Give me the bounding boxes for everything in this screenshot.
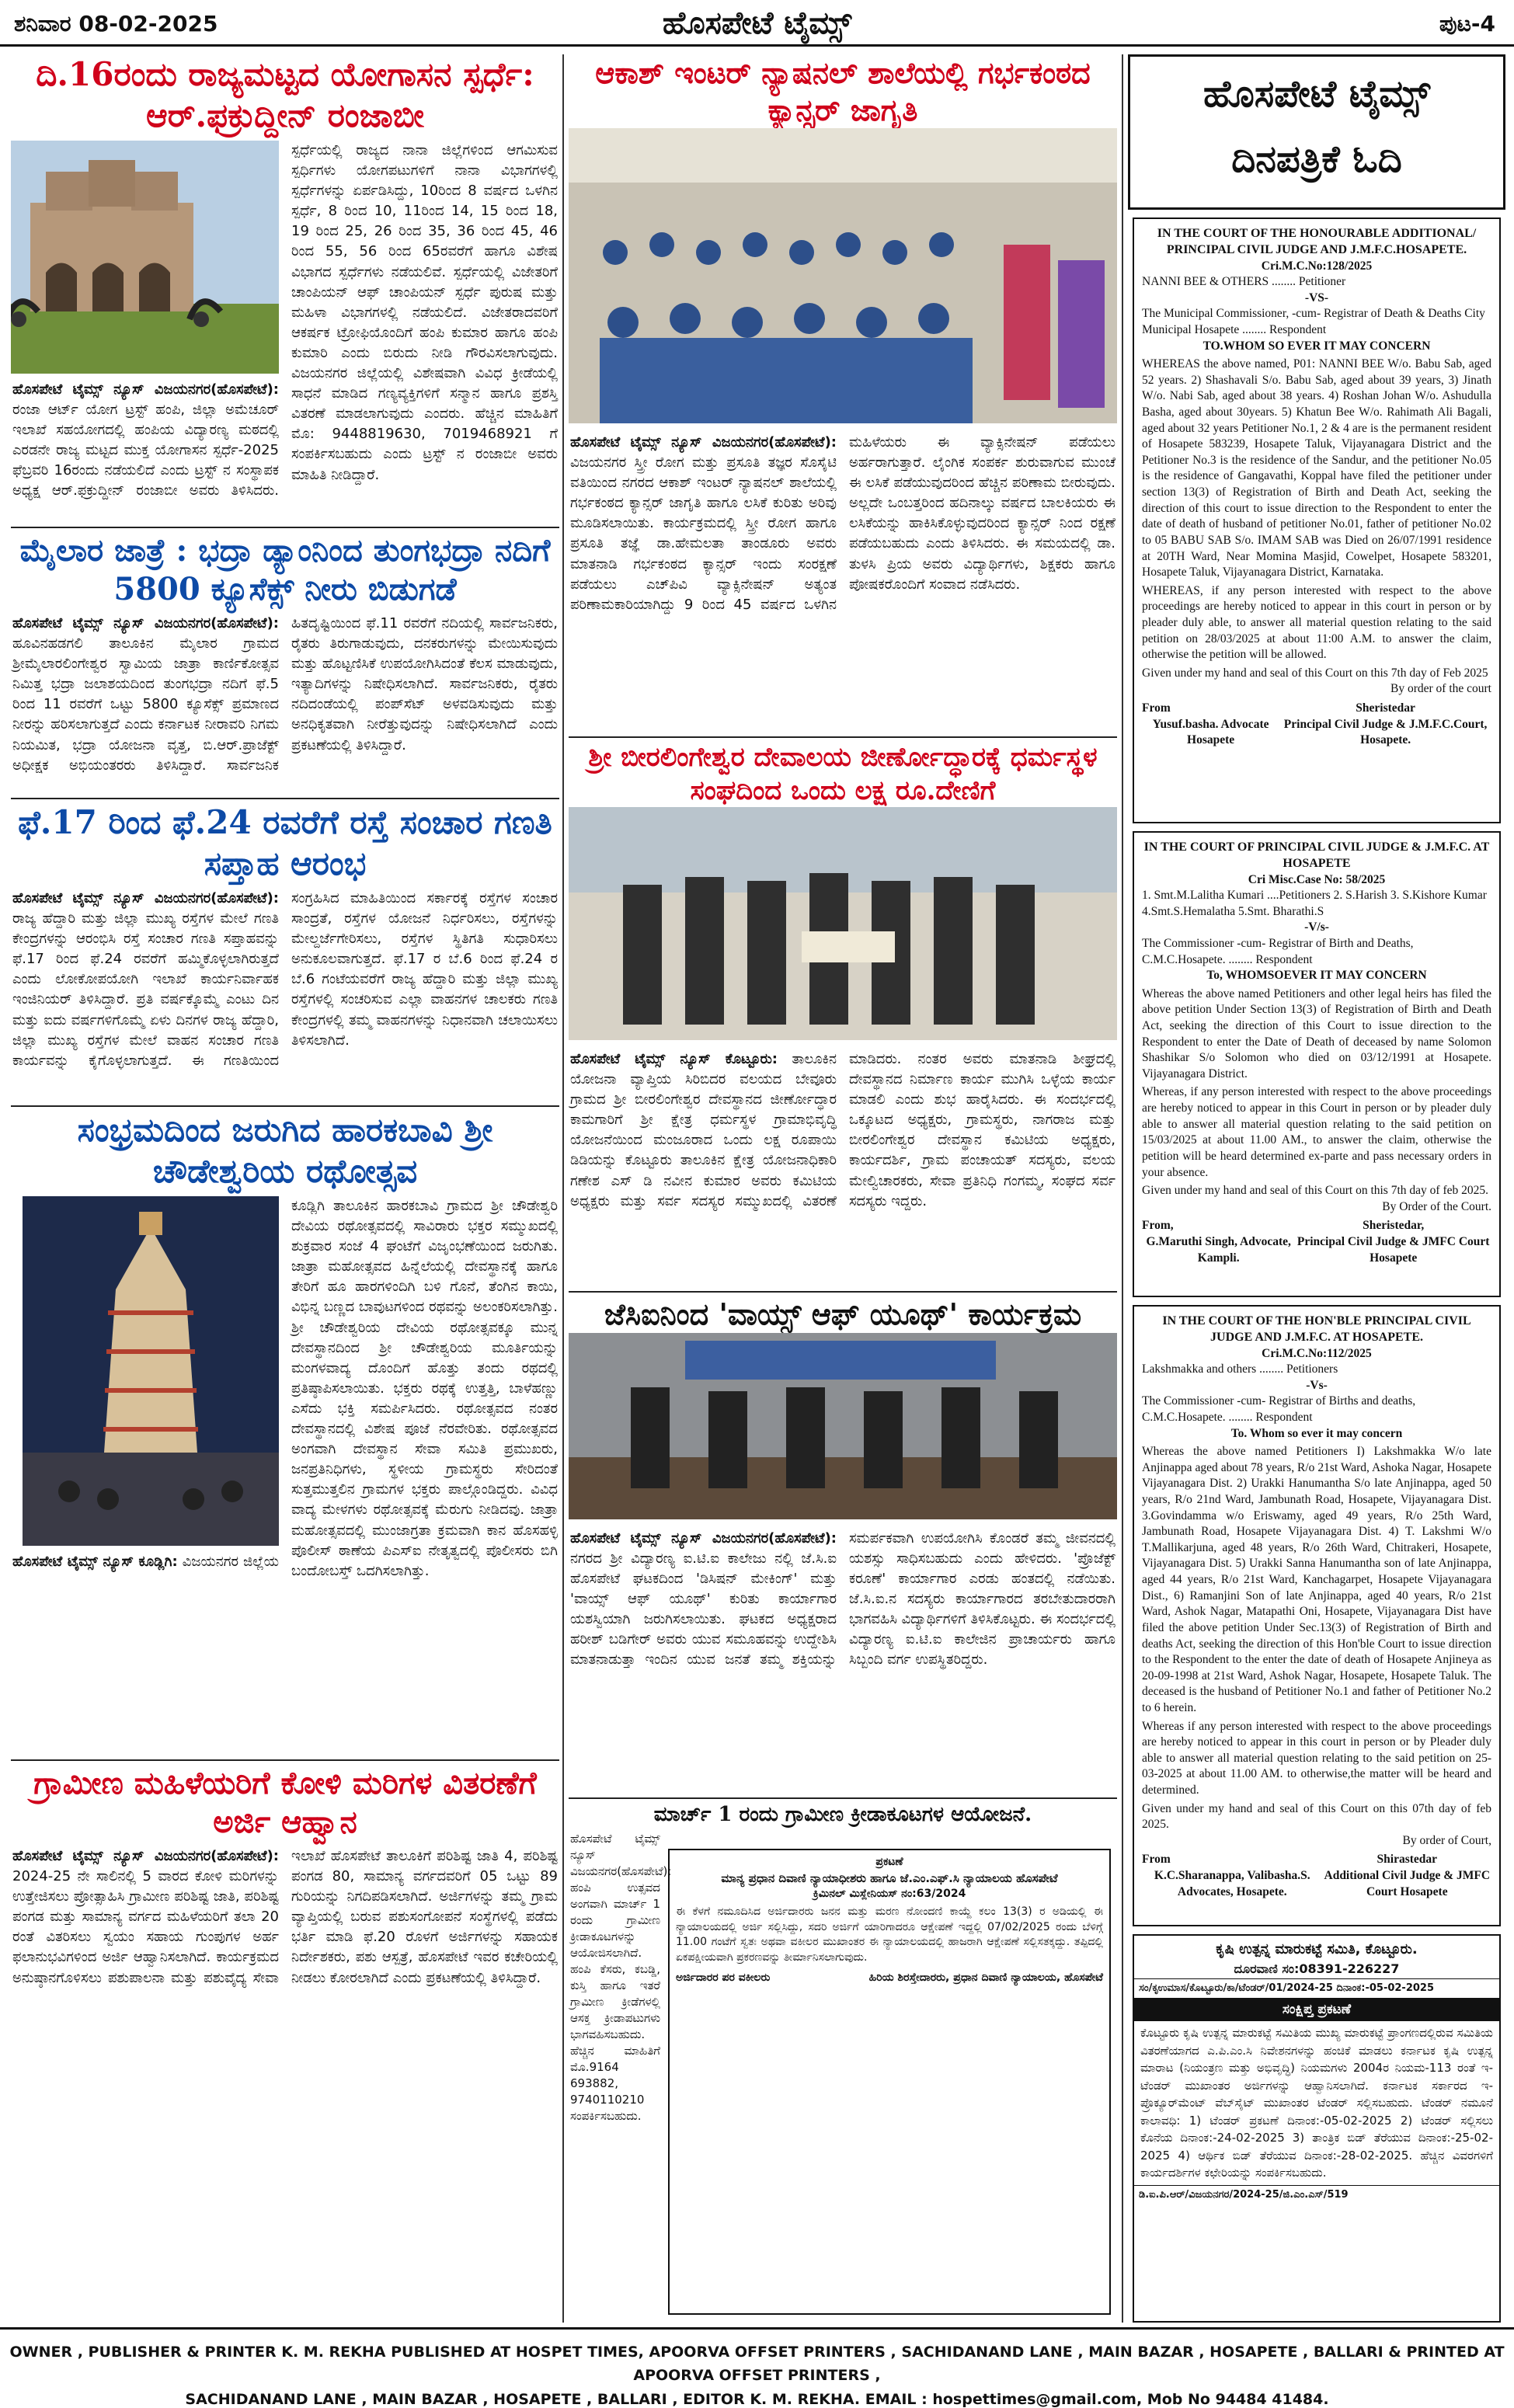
- notice-body: Whereas, if any person interested with respect to the above proceedings are hereby noticed to appear in this Court in person or by pleader duly able to answer all material question relating to the said petition on 15/03/2025 at about 11.00 AM., to answer the claim, otherwise the petition will be heard determined ex-parte and pass necessary orders in your absence.: [1142, 1085, 1491, 1179]
- notice-body: Whereas the above named Petitioners I) Lakshmakka W/o late Anjinappa aged about 78 years, R/o 21st Ward, Ashoka Nagar, Hosapete Vijayanagara Dist. 2) Urakki Hanumantha S/o late Anjinappa, aged 50 years, R/o 21nd Ward, Jambunath Road, Hosapete, Vijayanagara Dist. 3.Govindamma w/o Eriswamy, aged 49 years, R/o 25th Ward, Jambunath Road, Hosapete Vijayanagara Dist. 4) T. Lakshmi W/o T.Mallikarjuna, aged 48 years, R/o 26th Ward, Chitrakeri, Hosapete, Vijayanagara Dist. 5) Urakki Sanna Hanumantha son of late Anjinappa, aged 44 years, R/o 21st Ward, Kanchagarpet, Hosapete Vijayanagara Dist., 6) Ramanjini Son of late Anjinappa, aged 40 years, R/o 21st Ward, Ashok Nagar, Matapathi Oni, Hosapete, Vijayanagara Dist have filed the above petition Under Sec.13(3) of Registration of Birth and deaths Act, seeking the direction of this Hon'ble Court to issue direction to the Respondent to the enter the date of death of Hosapete Anjineya as 20-09-1998 at 21st Ward, Ashok Nagar, Hosapete, Hosapete Taluk. The deceased is the husband of Petitioner No.1 and father of Petitioner No.2 to 6 herein.: [1142, 1445, 1491, 1714]
- signature-right-title: Sheristedar,: [1363, 1219, 1425, 1233]
- notice-versus: -V/s-: [1304, 920, 1329, 934]
- article-body: [11, 609, 559, 781]
- article-text: ನಗರದ ಶ್ರೀ ವಿದ್ಯಾರಣ್ಯ ಐ.ಟಿ.ಐ ಕಾಲೇಜು ನಲ್ಲಿ ಜೆ.ಸಿ.ಐ ಹೊಸಪೇಟೆ ಘಟಕದಿಂದ 'ಡಿಸಿಷನ್ ಮೇಕಿಂಗ್' ಮತ್ತು 'ವಾಯ್ಸ್ ಆಫ್ ಯೂಥ್' ಕುರಿತು ಕಾರ್ಯಾಗಾರ ಯಶಸ್ವಿಯಾಗಿ ಜರುಗಿಸಲಾಯಿತು. ಘಟಕದ ಅಧ್ಯಕ್ಷರಾದ ಹರೀಶ್ ಬಡಿಗೇರ್ ಅವರು ಯುವ ಸಮೂಹವನ್ನು ಉದ್ದೇಶಿಸಿ ಮಾತನಾಡುತ್ತಾ ಇಂದಿನ ಯುವ ಜನತೆ ತಮ್ಮ ಶಕ್ತಿಯನ್ನು ಸಮರ್ಪಕವಾಗಿ ಉಪಯೋಗಿಸಿ ಕೊಂಡರೆ ತಮ್ಮ ಜೀವನದಲ್ಲಿ ಯಶಸ್ಸು ಸಾಧಿಸಬಹುದು ಎಂದು ಹೇಳಿದರು. 'ಪ್ರೊಜೆಕ್ಟ್ ಕರೂಣೆ' ಕಾರ್ಯಾಗಾರ ಎರಡು ಹಂತದಲ್ಲಿ ನಡೆಯಿತು. ಜೆ.ಸಿ.ಐ.ನ ಸದಸ್ಯರು ಕಾರ್ಯಾಗಾರದ ತರಬೇತುದಾರರಾಗಿ ಭಾಗವಹಿಸಿ ವಿದ್ಯಾರ್ಥಿಗಳಿಗೆ ತಿಳಿಸಿಕೊಟ್ಟರು. ಈ ಸಂದರ್ಭದಲ್ಲಿ ವಿದ್ಯಾರಣ್ಯ ಐ.ಟಿ.ಐ ಕಾಲೇಜಿನ ಪ್ರಾಚಾರ್ಯರು ಹಾಗೂ ಸಿಬ್ಬಂದಿ ವರ್ಗ ಉಪಸ್ಥಿತರಿದ್ದರು.: [570, 1529, 1115, 1669]
- story-mylara-jatre: [11, 531, 559, 799]
- notice-body: WHEREAS, if any person interested with respect to the above proceedings are hereby noticed to appear in this court in person or by pleader duly able, to answer all material question relating to the said petition on 28/03/2025 at about 11:00 A.M. to answer the claim, otherwise the petition will be allowed.: [1142, 583, 1491, 662]
- byline: ಹೊಸಪೇಟೆ ಟೈಮ್ಸ್ ನ್ಯೂಸ್ ವಿಜಯನಗರ(ಹೊಸಪೇಟೆ):: [570, 434, 837, 451]
- signature-left: ಅರ್ಜಿದಾರರ ಪರ ವಕೀಲರು: [676, 1971, 771, 1984]
- tender-reference: ಸಂ/ಕೃಉಮಾಸ/ಕೊಟ್ಟೂರು/ಕಾ/ಟೆಂಡರ್/01/2024-25 ದಿನಾಂಕ:-05-02-2025: [1134, 1978, 1499, 1999]
- notice-petitioners: 1. Smt.M.Lalitha Kumari ....Petitioners 2. S.Harish 3. S.Kishore Kumar 4.Smt.S.Hemalatha 5.Smt. Bharathi.S: [1142, 889, 1487, 918]
- headline: ಜೆಸಿಐನಿಂದ 'ವಾಯ್ಸ್ ಆಫ್ ಯೂಥ್' ಕಾರ್ಯಕ್ರಮ: [604, 1296, 1082, 1331]
- notice-versus: -Vs-: [1306, 1378, 1328, 1392]
- byline: ಹೊಸಪೇಟೆ ಟೈಮ್ಸ್ ನ್ಯೂಸ್ ವಿಜಯನಗರ(ಹೊಸಪೇಟೆ):: [12, 890, 279, 906]
- tender-footer: ಡಿ.ಐ.ಪಿ.ಆರ್/ವಿಜಯನಗರ/2024-25/ಜಿ.ಎಂ.ಎಸ್/519: [1134, 2185, 1499, 2204]
- column-right: [1128, 54, 1505, 2323]
- signature-right: Principal Civil Judge & JMFC Court Hosapete: [1296, 1234, 1490, 1265]
- column-middle: [569, 54, 1117, 2323]
- column-divider: [562, 54, 564, 2323]
- promo-box: [1128, 54, 1505, 210]
- tender-body: ಕೊಟ್ಟೂರು ಕೃಷಿ ಉತ್ಪನ್ನ ಮಾರುಕಟ್ಟೆ ಸಮಿತಿಯ ಮುಖ್ಯ ಮಾರುಕಟ್ಟೆ ಪ್ರಾಂಗಣದಲ್ಲಿರುವ ಸಮಿತಿಯ ವಿತರಣೆಯಾಗದ ಎ.ಪಿ.ಎಂ.ಸಿ ನಿವೇಶನಗಳನ್ನು ಹಂಚಿಕೆ ಮಾಡಲು ಕರ್ನಾಟಕ ಕೃಷಿ ಉತ್ಪನ್ನ ಮಾರಾಟ (ನಿಯಂತ್ರಣ ಮತ್ತು ಅಭಿವೃದ್ಧಿ) ನಿಯಮಗಳು 2004ರ ನಿಯಮ-113 ರಂತೆ ಇ-ಟೆಂಡರ್ ಮುಖಾಂತರ ಅರ್ಜಿಗಳನ್ನು ಆಹ್ವಾನಿಸಲಾಗಿದೆ. ಕರ್ನಾಟಕ ಸರ್ಕಾರದ ಇ-ಪ್ರೊಕ್ಯೂರ್‌ಮೆಂಟ್ ವೆಬ್‌ಸೈಟ್ ಮುಖಾಂತರ ಟೆಂಡರ್ ಸಲ್ಲಿಸಬಹುದು. ಟೆಂಡರ್ ನಮೂನೆ ಕಾಲಾವಧಿ: 1) ಟೆಂಡರ್ ಪ್ರಕಟಣೆ ದಿನಾಂಕ:-05-02-2025 2) ಟೆಂಡರ್ ಸಲ್ಲಿಸಲು ಕೊನೆಯ ದಿನಾಂಕ:-24-02-2025 3) ತಾಂತ್ರಿಕ ಬಿಡ್ ತೆರೆಯುವ ದಿನಾಂಕ:-25-02-2025 4) ಆರ್ಥಿಕ ಬಿಡ್ ತೆರೆಯುವ ದಿನಾಂಕ:-28-02-2025. ಹೆಚ್ಚಿನ ವಿವರಗಳಿಗೆ ಕಾರ್ಯದರ್ಶಿಗಳ ಕಛೇರಿಯನ್ನು ಸಂಪರ್ಕಿಸಬಹುದು.: [1140, 2026, 1493, 2180]
- article-body: [11, 884, 559, 1076]
- notice-signatures: [1142, 1852, 1491, 1900]
- byline: ಹೊಸಪೇಟೆ ಟೈಮ್ಸ್ ನ್ಯೂಸ್ ಕೊಟ್ಟೂರು:: [570, 1051, 778, 1067]
- signature-right: ಹಿರಿಯ ಶಿರಸ್ತೇದಾರರು, ಪ್ರಧಾನ ದಿವಾಣಿ ನ್ಯಾಯಾಲಯ, ಹೊಸಪೇಟೆ: [868, 1971, 1103, 1984]
- notice-from: From: [1142, 701, 1171, 715]
- article-text: ವಿಜಯನಗರ ಜಿಲ್ಲೆಯ ಕೂಡ್ಲಿಗಿ ತಾಲೂಕಿನ ಹಾರಕಬಾವಿ ಗ್ರಾಮದ ಶ್ರೀ ಚೌಡೇಶ್ವರಿ ದೇವಿಯ ರಥೋತ್ಸವದಲ್ಲಿ ಸಾವಿರಾರು ಭಕ್ತರ ಸಮ್ಮುಖದಲ್ಲಿ ಶುಕ್ರವಾರ ಸಂಜೆ 4 ಘಂಟೆಗೆ ವಿಜೃಂಭಣೆಯಿಂದ ಜರುಗಿತು. ಜಾತ್ರಾ ಮಹೋತ್ಸವದ ಹಿನ್ನೆಲೆಯಲ್ಲಿ ದೇವಸ್ಥಾನಕ್ಕೆ ಹಾಗೂ ತೇರಿಗೆ ಹೂ ಹಾರಗಳಿಂದಿಗಿ ಬಳಿ ಗೊನೆ, ತೆಂಗಿನ ಕಾಯಿ, ವಿಭಿನ್ನ ಬಣ್ಣದ ಬಾವುಟಗಳಿಂದ ರಥವನ್ನು ಅಲಂಕರಿಸಲಾಗಿತ್ತು. ಶ್ರೀ ಚೌಡೇಶ್ವರಿಯ ದೇವಿಯ ರಥೋತ್ಸವಕ್ಕೂ ಮುನ್ನ ದೇವಸ್ಥಾನದಿಂದ ಶ್ರೀ ಚೌಡೇಶ್ವರಿಯ ಮೂರ್ತಿಯನ್ನು ಮಂಗಳವಾದ್ಯ ದೊಂದಿಗೆ ಹೊತ್ತು ತಂದು ರಥದಲ್ಲಿ ಪ್ರತಿಷ್ಠಾಪಿಸಲಾಯಿತು. ಭಕ್ತರು ರಥಕ್ಕೆ ಉತ್ತತ್ತಿ, ಬಾಳೆಹಣ್ಣು ಎಸೆದು ಭಕ್ತಿ ಸಮರ್ಪಿಸಿದರು. ರಥೋತ್ಸವದ ನಂತರ ದೇವಸ್ಥಾನದಲ್ಲಿ ವಿಶೇಷ ಪೂಜೆ ನೆರವೇರಿತು. ರಥೋತ್ಸವದ ಅಂಗವಾಗಿ ದೇವಸ್ಥಾನ ಸೇವಾ ಸಮಿತಿ ಪ್ರಮುಖರು, ಜನಪ್ರತಿನಿಧಿಗಳು, ಸ್ಥಳೀಯ ಗ್ರಾಮಸ್ಥರು ಸೇರಿದಂತೆ ಸುತ್ತಮುತ್ತಲಿನ ಗ್ರಾಮಗಳ ಭಕ್ತರು ಪಾಲ್ಗೊಂಡಿದ್ದರು. ವಿವಿಧ ವಾದ್ಯ ಮೇಳಗಳು ರಥೋತ್ಸವಕ್ಕೆ ಮೆರುಗು ನೀಡಿದವು. ಜಾತ್ರಾ ಮಹೋತ್ಸವದಲ್ಲಿ ಮುಂಜಾಗ್ರತಾ ಕ್ರಮವಾಗಿ ಕಾನ ಹೊಸಹಳ್ಳಿ ಪೊಲೀಸ್ ಠಾಣೆಯ ಪಿಎಸ್ಐ ನೇತೃತ್ವದಲ್ಲಿ ಪೊಲೀಸರು ಬಿಗಿ ಬಂದೋಬಸ್ತ್ ಒದಗಿಸಲಾಗಿತ್ತು.: [182, 1198, 558, 1579]
- signature-right: Additional Civil Judge & JMFC Court Hosapete: [1324, 1869, 1491, 1898]
- article-body: [11, 1842, 559, 1993]
- photo-yoga-monument: [11, 141, 279, 374]
- photo-jci-stage: [569, 1333, 1117, 1519]
- masthead: ಹೊಸಪೇಟೆ ಟೈಮ್ಸ್: [662, 5, 852, 41]
- article-body: ಹೊಸಪೇಟೆ ಟೈಮ್ಸ್ ನ್ಯೂಸ್ ವಿಜಯನಗರ(ಹೊಸಪೇಟೆ): ಹಂಪಿ ಉತ್ಸವದ ಅಂಗವಾಗಿ ಮಾರ್ಚ್ 1 ರಂದು ಗ್ರಾಮೀಣ ಕ್ರೀಡಾಕೂಟಗಳನ್ನು ಆಯೋಜಿಸಲಾಗಿದೆ. ಹಂಪಿ ಕೆಸರು, ಕಬಡ್ಡಿ, ಕುಸ್ತಿ ಹಾಗೂ ಇತರೆ ಗ್ರಾಮೀಣ ಕ್ರೀಡೆಗಳಲ್ಲಿ ಆಸಕ್ತ ಕ್ರೀಡಾಪಟುಗಳು ಭಾಗವಹಿಸಬಹುದು. ಹೆಚ್ಚಿನ ಮಾಹಿತಿಗೆ ಮೊ.9164 693882, 9740110210 ಸಂಪರ್ಕಿಸಬಹುದು.: [570, 1831, 672, 2123]
- article-text: ರಂಜಾ ಆರ್ಟ್ ಯೋಗ ಟ್ರಸ್ಟ್ ಹಂಪಿ, ಜಿಲ್ಲಾ ಅಮೆಚೂರ್ ಇಲಾಖೆ ಸಹಯೋಗದಲ್ಲಿ ಹಂಪಿಯ ವಿದ್ಯಾರಣ್ಯ ಮಠದಲ್ಲಿ ಎರಡನೇ ರಾಜ್ಯ ಮಟ್ಟದ ಮುಕ್ತ ಯೋಗಾಸನ ಸ್ಪರ್ಧೆ-2025 ಫೆಬ್ರವರಿ 16ರಂದು ನಡೆಯಲಿದೆ ಎಂದು ಟ್ರಸ್ಟ್ ನ ಸಂಸ್ಥಾಪಕ ಅಧ್ಯಕ್ಷ ಆರ್.ಫಕ್ರುದ್ದೀನ್ ರಂಜಾಬೀ ಅವರು ತಿಳಿಸಿದರು. ಸ್ಪರ್ಧೆಯಲ್ಲಿ ರಾಜ್ಯದ ನಾನಾ ಜಿಲ್ಲೆಗಳಿಂದ ಆಗಮಿಸುವ ಸ್ಪರ್ಧಿಗಳು ಯೋಗಪಟುಗಳಿಗೆ ನಾನಾ ವಿಭಾಗಗಳಲ್ಲಿ ಸ್ಪರ್ಧೆಗಳನ್ನು ಏರ್ಪಡಿಸಿದ್ದು, 10ರಿಂದ 8 ವರ್ಷದ ಒಳಗಿನ ಸ್ಪರ್ಧೆ, 8 ರಿಂದ 10, 11ರಿಂದ 14, 15 ರಿಂದ 18, 19 ರಿಂದ 25, 26 ರಿಂದ 35, 36 ರಿಂದ 45, 46 ರಿಂದ 55, 56 ರಿಂದ 65ರವರೆಗೆ ಹಾಗೂ ವಿಶೇಷ ವಿಭಾಗದ ಸ್ಪರ್ಧೆಗಳು ನಡೆಯಲಿವೆ. ಸ್ಪರ್ಧೆಯಲ್ಲಿ ವಿಜೇತರಿಗೆ ಚಾಂಪಿಯನ್ ಆಫ್ ಚಾಂಪಿಯನ್ ಸ್ಪರ್ಧೆ ಪುರುಷ ಮತ್ತು ಮಹಿಳಾ ವಿಭಾಗಗಳಲ್ಲಿ ನಡೆಯಲಿದೆ. ವಿಜೇತರಾದವರಿಗೆ ಆಕರ್ಷಕ ಟ್ರೋಫಿಯೊಂದಿಗೆ ಹಂಪಿ ಕುಮಾರ ಹಾಗೂ ಹಂಪಿ ಕುಮಾರಿ ಎಂದು ಬಿರುದು ನೀಡಿ ಗೌರವಿಸಲಾಗುವುದು. ವಿಜಯನಗರ ಜಿಲ್ಲೆಯಲ್ಲಿ ವಿಶೇಷವಾಗಿ ವಿವಿಧ ಕ್ರೀಡೆಯಲ್ಲಿ ಸಾಧನೆ ಮಾಡಿದ ಗಣ್ಯವ್ಯಕ್ತಿಗಳಿಗೆ ಸನ್ಮಾನ ಹಾಗೂ ಪ್ರಶಸ್ತಿ ವಿತರಣೆ ಮಾಡಲಾಗುವುದು ಎಂದರು. ಹೆಚ್ಚಿನ ಮಾಹಿತಿಗೆ ಮೊ: 9448819630, 7019468921 ಗೆ ಸಂಪರ್ಕಿಸಬಹುದು ಎಂದು ಟ್ರಸ್ಟ್ ನ ರಂಜಾಬೀ ಅವರು ಮಾಹಿತಿ ನೀಡಿದ್ದಾರೆ.: [12, 142, 558, 499]
- promo-line-2: ದಿನಪತ್ರಿಕೆ ಓದಿ: [1231, 137, 1402, 181]
- notice-given: Given under my hand and seal of this Court on this 7th day of feb 2025.: [1142, 1184, 1488, 1198]
- issue-date: ಶನಿವಾರ 08-02-2025: [14, 11, 218, 37]
- notice-signatures: [1142, 1218, 1491, 1266]
- signature-right-title: Sheristedar: [1356, 701, 1415, 715]
- notice-title: ಪ್ರಕಟಣೆ: [875, 1856, 903, 1868]
- notice-order: By Order of the Court.: [1382, 1199, 1491, 1213]
- notice-concern: To. Whom so ever it may concern: [1230, 1426, 1403, 1440]
- story-poultry-scheme: [11, 1764, 559, 2323]
- byline: ಹೊಸಪೇಟೆ ಟೈಮ್ಸ್ ನ್ಯೂಸ್ ವಿಜಯನಗರ(ಹೊಸಪೇಟೆ):: [12, 381, 279, 398]
- story-temple-donation: [569, 741, 1117, 1293]
- article-text: ವಿಜಯನಗರ ಸ್ತ್ರೀ ರೋಗ ಮತ್ತು ಪ್ರಸೂತಿ ತಜ್ಞರ ಸೊಸೈಟಿ ವತಿಯಿಂದ ನಗರದ ಆಕಾಶ್ ಇಂಟರ್ ನ್ಯಾಷನಲ್ ಶಾಲೆಯಲ್ಲಿ ಗರ್ಭಕಂಠದ ಕ್ಯಾನ್ಸರ್ ಜಾಗೃತಿ ಹಾಗೂ ಲಸಿಕೆ ಕುರಿತು ಅರಿವು ಮೂಡಿಸಲಾಯಿತು. ಕಾರ್ಯಕ್ರಮದಲ್ಲಿ ಸ್ತ್ರೀ ರೋಗ ಹಾಗೂ ಪ್ರಸೂತಿ ತಜ್ಞೆ ಡಾ.ಹೇಮಲತಾ ತಾಂಡೂರು ಅವರು ಮಾತನಾಡಿ ಗರ್ಭಕಂಠದ ಕ್ಯಾನ್ಸರ್ ಇಂದು ಸಂರಕ್ಷಣೆ ಪಡೆಯಲು ಎಚ್‌ಪಿವಿ ವ್ಯಾಕ್ಸಿನೇಷನ್ ಅತ್ಯಂತ ಪರಿಣಾಮಕಾರಿಯಾಗಿದ್ದು 9 ರಿಂದ 45 ವರ್ಷದ ಒಳಗಿನ ಮಹಿಳೆಯರು ಈ ವ್ಯಾಕ್ಸಿನೇಷನ್ ಪಡೆಯಲು ಅರ್ಹರಾಗುತ್ತಾರೆ. ಲೈಂಗಿಕ ಸಂಪರ್ಕ ಶುರುವಾಗುವ ಮುಂಚೆ ಈ ಲಸಿಕೆ ಪಡೆಯುವುದರಿಂದ ಹೆಚ್ಚಿನ ಪರಿಣಾಮ ಬೀರುವುದು. ಅಲ್ಲದೇ ಒಂಬತ್ತರಿಂದ ಹದಿನಾಲ್ಕು ವರ್ಷದ ಬಾಲಕಿಯರು ಈ ಲಸಿಕೆಯನ್ನು ಹಾಕಿಸಿಕೊಳ್ಳುವುದರಿಂದ ಕ್ಯಾನ್ಸರ್ ನಿಂದ ರಕ್ಷಣೆ ಪಡೆಯಬಹುದು ಎಂದು ತಿಳಿಸಿದರು. ಈ ಸಮಯದಲ್ಲಿ ಡಾ. ತುಳಸಿ ಪ್ರಿಯ ಅವರು ವಿದ್ಯಾರ್ಥಿಗಳು, ಶಿಕ್ಷಕರು ಹಾಗೂ ಪೋಷಕರೊಂದಿಗೆ ಸಂವಾದ ನಡೆಸಿದರು.: [570, 434, 1115, 613]
- headline: ಆಕಾಶ್ ಇಂಟರ್ ನ್ಯಾಷನಲ್ ಶಾಲೆಯಲ್ಲಿ ಗರ್ಭಕಂಠದ ಕ್ಯಾನ್ಸರ್ ಜಾಗೃತಿ: [595, 55, 1091, 127]
- article-text: ತಾಲೂಕಿನ ಯೋಜನಾ ವ್ಯಾಪ್ತಿಯ ಸಿರಿಬಿದರ ವಲಯದ ಬೇವೂರು ಗ್ರಾಮದ ಶ್ರೀ ಬೀರಲಿಂಗೇಶ್ವರ ದೇವಸ್ಥಾನದ ಜೀರ್ಣೋದ್ಧಾರ ಕಾಮಗಾರಿಗೆ ಶ್ರೀ ಕ್ಷೇತ್ರ ಧರ್ಮಸ್ಥಳ ಗ್ರಾಮಾಭಿವೃದ್ಧಿ ಯೋಜನೆಯಿಂದ ಮಂಜೂರಾದ ಒಂದು ಲಕ್ಷ ರೂಪಾಯಿ ಡಿಡಿಯನ್ನು ಕೊಟ್ಟೂರು ತಾಲೂಕಿನ ಕ್ಷೇತ್ರ ಯೋಜನಾಧಿಕಾರಿ ಗಣೇಶ ಎಸ್ ಡಿ ನವೀನ ಕುಮಾರ ಅವರು ಕಮಿಟಿಯ ಅಧ್ಯಕ್ಷರು ಮತ್ತು ಸರ್ವ ಸದಸ್ಯರ ಸಮ್ಮುಖದಲ್ಲಿ ವಿತರಣೆ ಮಾಡಿದರು. ನಂತರ ಅವರು ಮಾತನಾಡಿ ಶೀಘ್ರದಲ್ಲಿ ದೇವಸ್ಥಾನದ ನಿರ್ಮಾಣ ಕಾರ್ಯ ಮುಗಿಸಿ ಒಳ್ಳೆಯ ಕಾರ್ಯ ಮಾಡಲಿ ಎಂದು ಶುಭ ಹಾರೈಸಿದರು. ಈ ಸಂದರ್ಭದಲ್ಲಿ ಒಕ್ಕೂಟದ ಅಧ್ಯಕ್ಷರು, ಗ್ರಾಮಸ್ಥರು, ನಾಗರಾಜ ಮತ್ತು ಬೀರಲಿಂಗೇಶ್ವರ ದೇವಸ್ಥಾನ ಕಮಿಟಿಯ ಅಧ್ಯಕ್ಷರು, ಕಾರ್ಯದರ್ಶಿ, ಗ್ರಾಮ ಪಂಚಾಯತ್ ಸದಸ್ಯರು, ವಲಯ ಮೇಲ್ವಿಚಾರಕರು, ಸೇವಾ ಪ್ರತಿನಿಧಿ ಗಂಗಮ್ಮ, ಸಂಘದ ಸರ್ವ ಸದಸ್ಯರು ಇದ್ದರು.: [570, 1051, 1115, 1209]
- notice-case-number: Cri Misc.Case No: 58/2025: [1248, 872, 1386, 886]
- article-text: ಹೂವಿನಹಡಗಲಿ ತಾಲೂಕಿನ ಮೈಲಾರ ಗ್ರಾಮದ ಶ್ರೀಮೈಲಾರಲಿಂಗೇಶ್ವರ ಸ್ವಾಮಿಯ ಜಾತ್ರಾ ಕಾರ್ಣಿಕೋತ್ಸವ ನಿಮಿತ್ತ ಭದ್ರಾ ಜಲಾಶಯದಿಂದ ತುಂಗಭದ್ರಾ ನದಿಗೆ ಫೆ.5 ರಿಂದ 11 ರವರೆಗೆ ಒಟ್ಟು 5800 ಕ್ಯೂಸೆಕ್ಸ್ ಪ್ರಮಾಣದ ನೀರನ್ನು ಹರಿಸಲಾಗುತ್ತದೆ ಎಂದು ಕರ್ನಾಟಕ ನೀರಾವರಿ ನಿಗಮ ನಿಯಮಿತ, ಭದ್ರಾ ಯೋಜನಾ ವೃತ್ತ, ಬಿ.ಆರ್.ಪ್ರಾಜೆಕ್ಟ್ ಅಧೀಕ್ಷಕ ಅಭಿಯಂತರರು ತಿಳಿಸಿದ್ದಾರೆ. ಸಾರ್ವಜನಿಕ ಹಿತದೃಷ್ಟಿಯಿಂದ ಫೆ.11 ರವರೆಗೆ ನದಿಯಲ್ಲಿ ಸಾರ್ವಜನಿಕರು, ರೈತರು ತಿರುಗಾಡುವುದು, ದನಕರುಗಳನ್ನು ಮೇಯಿಸುವುದು ಮತ್ತು ಹೊಟ್ಟಣಿಸಿಕೆ ಉಪಯೋಗಿಸಿದಂತೆ ಕೆಲಸ ಮಾಡುವುದು, ಇತ್ಯಾದಿಗಳನ್ನು ನಿಷೇಧಿಸಲಾಗಿದೆ. ಸಾರ್ವಜನಿಕರು, ರೈತರು ನದಿದಂಡೆಯಲ್ಲಿ ಪಂಪ್‌ಸೆಟ್ ಅಳವಡಿಸುವುದು ಮತ್ತು ಅನಧಿಕೃತವಾಗಿ ನೀರೆತ್ತುವುದನ್ನು ನಿಷೇಧಿಸಲಾಗಿದೆ ಎಂದು ಪ್ರಕಟಣೆಯಲ್ಲಿ ತಿಳಿಸಿದ್ದಾರೆ.: [12, 615, 558, 774]
- article-body: [11, 136, 559, 506]
- story-yoga: [11, 54, 559, 528]
- imprint-footer: [0, 2327, 1514, 2408]
- byline: ಹೊಸಪೇಟೆ ಟೈಮ್ಸ್ ನ್ಯೂಸ್ ವಿಜಯನಗರ(ಹೊಸಪೇಟೆ):: [570, 1529, 837, 1547]
- headline: ಶ್ರೀ ಬೀರಲಿಂಗೇಶ್ವರ ದೇವಾಲಯ ಜೀರ್ಣೋದ್ಧಾರಕ್ಕೆ ಧರ್ಮಸ್ಥಳ ಸಂಘದಿಂದ ಒಂದು ಲಕ್ಷ ರೂ.ದೇಣಿಗೆ: [588, 742, 1098, 806]
- promo-line-1: ಹೊಸಪೇಟೆ ಟೈಮ್ಸ್: [1202, 72, 1431, 116]
- article-body: [569, 428, 1117, 620]
- notice-respondent: The Municipal Commissioner, -cum- Registrar of Death & Deaths City Municipal Hosapete ........ Respondent: [1142, 307, 1485, 336]
- article-text: 2024-25 ನೇ ಸಾಲಿನಲ್ಲಿ 5 ವಾರದ ಕೋಳಿ ಮರಿಗಳನ್ನು ಉತ್ತೇಜಿಸಲು ಪ್ರೋತ್ಸಾಹಿಸಿ ಗ್ರಾಮೀಣ ಪರಿಶಿಷ್ಟ ಜಾತಿ, ಪರಿಶಿಷ್ಟ ಪಂಗಡ ಮತ್ತು ಸಾಮಾನ್ಯ ವರ್ಗದ ಮಹಿಳೆಯರಿಗೆ ತಲಾ 20 ರಂತೆ ವಿತರಿಸಲು ಸ್ವಯಂ ಸಹಾಯ ಗುಂಪುಗಳ ಅರ್ಹ ಫಲಾನುಭವಿಗಳಿಂದ ಅರ್ಜಿ ಆಹ್ವಾನಿಸಲಾಗಿದೆ. ಕಾರ್ಯಕ್ರಮದ ಅನುಷ್ಠಾನಗೊಳಿಸಲು ಪಶುಪಾಲನಾ ಮತ್ತು ಪಶುವೈದ್ಯ ಸೇವಾ ಇಲಾಖೆ ಹೊಸಪೇಟೆ ತಾಲೂಕಿಗೆ ಪರಿಶಿಷ್ಟ ಜಾತಿ 4, ಪರಿಶಿಷ್ಟ ಪಂಗಡ 80, ಸಾಮಾನ್ಯ ವರ್ಗದವರಿಗೆ 05 ಒಟ್ಟು 89 ಗುರಿಯನ್ನು ನಿಗದಿಪಡಿಸಲಾಗಿದೆ. ಅರ್ಜಿಗಳನ್ನು ತಮ್ಮ ಗ್ರಾಮ ವ್ಯಾಪ್ತಿಯಲ್ಲಿ ಬರುವ ಪಶುಸಂಗೋಪನೆ ಸಂಸ್ಥೆಗಳಲ್ಲಿ ಪಡೆದು ಭರ್ತಿ ಮಾಡಿ ಫೆ.20 ರೊಳಗೆ ಅರ್ಜಿಗಳನ್ನು ಸಹಾಯಕ ನಿರ್ದೇಶಕರು, ಪಶು ಆಸ್ಪತ್ರೆ, ಹೊಸಪೇಟೆ ಇವರ ಕಚೇರಿಯಲ್ಲಿ ನೀಡಲು ಕೋರಲಾಗಿದೆ ಎಂದು ಪ್ರಕಟಣೆಯಲ್ಲಿ ತಿಳಿಸಿದ್ದಾರೆ.: [12, 1848, 558, 1986]
- notice-petitioner: NANNI BEE & OTHERS ........ Petitioner: [1142, 275, 1346, 289]
- article-body: [569, 1045, 1117, 1216]
- notice-respondent: The Commissioner -cum- Registrar of Birth and Deaths, C.M.C.Hosapete. ........ Respondent: [1142, 936, 1414, 966]
- column-divider: [1122, 54, 1123, 2323]
- notice-case-number: Cri.M.C.No:128/2025: [1261, 259, 1373, 273]
- story-traffic-census: [11, 802, 559, 1107]
- signature-left: G.Maruthi Singh, Advocate, Kampli.: [1146, 1234, 1291, 1265]
- photo-chariot: [23, 1196, 279, 1546]
- notice-court: IN THE COURT OF THE HONOURABLE ADDITIONAL/ PRINCIPAL CIVIL JUDGE AND J.M.F.C.HOSAPETE.: [1157, 227, 1477, 257]
- page-number: ಪುಟ-4: [1439, 11, 1495, 37]
- notice-given: Given under my hand and seal of this Court on this 07th day of feb 2025.: [1142, 1801, 1491, 1832]
- byline: ಹೊಸಪೇಟೆ ಟೈಮ್ಸ್ ನ್ಯೂಸ್ ವಿಜಯನಗರ(ಹೊಸಪೇಟೆ):: [12, 615, 279, 632]
- story-rural-sports: [569, 1802, 1117, 2323]
- notice-concern: TO.WHOM SO EVER IT MAY CONCERN: [1202, 339, 1431, 353]
- notice-body: WHEREAS the above named, P01: NANNI BEE W/o. Babu Sab, aged 52 years. 2) Shashavali S/o. Babu Sab, aged about 39 years, 3) Jinath W/o. Nabi Sab, aged about 38 years. 4) Roshan Johan W/o. Ashudulla Basha, aged about 30years. 5) Khatun Bee W/o. Rahimath Ali Bagali, aged about 32 years Petitioner No.1, 2 & 4 are is the permanent resident of Hosapete 583239, Hosapete Taluk, Vijayanagara District and the Petitioner No.3 is the residence of the Sandur, and the petitioner No.05 is the residence of Gangavathi, Koppal have filed the petitioner under section 13(3) of Registration of Birth and Death Act, seeking the direction of this court to issue direction to the Respondent to enter the date of death of husband of petitioner No.01, father of petitioner No.02 to 05 BABU SAB S/o. IMAM SAB was Died on 26/07/1991 residence at 20TH Ward, Near Momina Masjid, Cowelpet, Hosapete 583201, Hosapete Taluk, Vijayanagara District, Karnataka.: [1142, 357, 1491, 579]
- notice-order: By order of Court,: [1402, 1833, 1491, 1847]
- notice-signatures: [676, 1971, 1103, 1986]
- notice-signatures: [1142, 701, 1491, 749]
- headline: ಮೈಲಾರ ಜಾತ್ರೆ : ಭದ್ರಾ ಡ್ಯಾಂನಿಂದ ತುಂಗಭದ್ರಾ ನದಿಗೆ 5800 ಕ್ಯೂಸೆಕ್ಸ್ ನೀರು ಬಿಡುಗಡೆ: [19, 532, 551, 607]
- byline: ಹೊಸಪೇಟೆ ಟೈಮ್ಸ್ ನ್ಯೂಸ್ ಕೂಡ್ಲಿಗಿ:: [12, 1554, 178, 1570]
- notice-given: Given under my hand and seal of this Court on this 7th day of Feb 2025: [1142, 666, 1488, 680]
- column-left: [11, 54, 559, 2323]
- article-body: [569, 1524, 1117, 1676]
- article-text: ರಾಜ್ಯ ಹೆದ್ದಾರಿ ಮತ್ತು ಜಿಲ್ಲಾ ಮುಖ್ಯ ರಸ್ತೆಗಳ ಮೇಲೆ ಗಣತಿ ಕೇಂದ್ರಗಳನ್ನು ಆರಂಭಿಸಿ ರಸ್ತೆ ಸಂಚಾರ ಗಣತಿ ಸಪ್ತಾಹವನ್ನು ಫೆ.17 ರಿಂದ ಫೆ.24 ರವರೆಗೆ ಹಮ್ಮಿಕೊಳ್ಳಲಾಗಿರುತ್ತದೆ ಎಂದು ಲೋಕೋಪಯೋಗಿ ಇಲಾಖೆ ಕಾರ್ಯನಿರ್ವಾಹಕ ಇಂಜಿನಿಯರ್ ತಿಳಿಸಿದ್ದಾರೆ. ಪ್ರತಿ ವರ್ಷಕ್ಕೊಮ್ಮೆ ಎಂಟು ದಿನ ಮತ್ತು ಐದು ವರ್ಷಗಳಿಗೊಮ್ಮೆ ಏಳು ದಿನಗಳ ರಾಜ್ಯ ಹೆದ್ದಾರಿ, ಜಿಲ್ಲಾ ಮುಖ್ಯ ರಸ್ತೆಗಳ ಮೇಲೆ ವಾಹನ ಸಂಚಾರ ಗಣತಿ ಕಾರ್ಯವನ್ನು ಕೈಗೊಳ್ಳಲಾಗುತ್ತದೆ. ಈ ಗಣತಿಯಿಂದ ಸಂಗ್ರಹಿಸಿದ ಮಾಹಿತಿಯಿಂದ ಸರ್ಕಾರಕ್ಕೆ ರಸ್ತೆಗಳ ಸಂಚಾರ ಸಾಂದ್ರತೆ, ರಸ್ತೆಗಳ ಯೋಜನೆ ನಿರ್ಧರಿಸಲು, ರಸ್ತೆಗಳನ್ನು ಮೇಲ್ದರ್ಜೆಗೇರಿಸಲು, ರಸ್ತೆಗಳ ಸ್ಥಿತಿಗತಿ ಸುಧಾರಿಸಲು ಅನುಕೂಲವಾಗುತ್ತದೆ. ಫೆ.17 ರ ಬೆ.6 ರಿಂದ ಫೆ.24 ರ ಬೆ.6 ಗಂಟೆಯವರೆಗೆ ರಾಜ್ಯ ಹೆದ್ದಾರಿ ಮತ್ತು ಜಿಲ್ಲಾ ಮುಖ್ಯ ರಸ್ತೆಗಳಲ್ಲಿ ಸಂಚರಿಸುವ ಎಲ್ಲಾ ವಾಹನಗಳ ಚಾಲಕರು ಗಣತಿ ಕೇಂದ್ರಗಳಲ್ಲಿ ತಮ್ಮ ವಾಹನಗಳನ್ನು ನಿಧಾನವಾಗಿ ಚಲಾಯಿಸಲು ತಿಳಿಸಲಾಗಿದೆ.: [12, 890, 558, 1069]
- notice-body: Whereas the above named Petitioners and other legal heirs has filed the above petition Under Section 13(3) of Registration of Birth and Death Act, seeking the direction of this Court to issue direction to the Respondent to enter the Date of Death of deceased by name Solomon Shashikar S/o Solomon who died on 03/12/1991 at Hosapete. Vijayanagara District.: [1142, 987, 1491, 1080]
- signature-right-title: Shirastedar: [1377, 1853, 1438, 1867]
- notice-respondent: The Commissioner -cum- Registrar of Births and deaths, C.M.C.Hosapete. ........ Respondent: [1142, 1394, 1416, 1424]
- court-notice-kannada: [668, 1849, 1111, 2315]
- imprint-line-2: SACHIDANAND LANE , MAIN BAZAR , HOSAPETE , BALLARI , EDITOR K. M. REKHA. EMAIL : hospettimes@gmail.com, Mob No 94484 41484.: [185, 2390, 1329, 2408]
- tender-title: ಕೃಷಿ ಉತ್ಪನ್ನ ಮಾರುಕಟ್ಟೆ ಸಮಿತಿ, ಕೊಟ್ಟೂರು.: [1216, 1941, 1418, 1957]
- notice-from: From,: [1142, 1219, 1174, 1233]
- imprint-line-1: OWNER , PUBLISHER & PRINTER K. M. REKHA PUBLISHED AT HOSPET TIMES, APOORVA OFFSET PRINTERS , SACHIDANAND LANE , MAIN BAZAR , HOSAPETE , BALLARI & PRINTED AT APOORVA OFFSET PRINTERS ,: [9, 2344, 1505, 2385]
- notice-case-number: Cri.M.C.No:112/2025: [1262, 1346, 1372, 1360]
- story-voice-of-youth: [569, 1296, 1117, 1799]
- notice-petitioner: Lakshmakka and others ........ Petitioners: [1142, 1362, 1338, 1376]
- court-notice-1: [1133, 217, 1501, 823]
- notice-case-number: ಕ್ರಿಮಿನಲ್ ಮಿಸ್ಲೇನಿಯಸ್ ನಂ:63/2024: [813, 1887, 966, 1900]
- tender-phone: ದೂರವಾಣಿ ಸಂ:08391-226227: [1234, 1961, 1400, 1976]
- court-notice-3: [1133, 1305, 1501, 1926]
- notice-order: By order of the court: [1390, 682, 1491, 696]
- headline: ದಿ.16ರಂದು ರಾಜ್ಯಮಟ್ಟದ ಯೋಗಾಸನ ಸ್ಪರ್ಧೆ: ಆರ್.ಫಕ್ರುದ್ದೀನ್ ರಂಜಾಬೀ: [36, 55, 534, 134]
- notice-court: IN THE COURT OF THE HON'BLE PRINCIPAL CIVIL JUDGE AND J.M.F.C. AT HOSAPETE.: [1162, 1314, 1471, 1345]
- court-notice-2: [1133, 831, 1501, 1297]
- notice-court: IN THE COURT OF PRINCIPAL CIVIL JUDGE & J.M.F.C. AT HOSAPETE: [1143, 840, 1490, 871]
- article-body: [11, 1192, 559, 1586]
- page-header: [0, 0, 1514, 47]
- story-rathotsava: [11, 1110, 559, 1761]
- byline: ಹೊಸಪೇಟೆ ಟೈಮ್ಸ್ ನ್ಯೂಸ್ ವಿಜಯನಗರ(ಹೊಸಪೇಟೆ):: [12, 1848, 279, 1864]
- headline: ಗ್ರಾಮೀಣ ಮಹಿಳೆಯರಿಗೆ ಕೋಳಿ ಮರಿಗಳ ವಿತರಣೆಗೆ ಅರ್ಜಿ ಆಹ್ವಾನ: [33, 1765, 537, 1840]
- notice-from: From: [1142, 1853, 1171, 1867]
- tender-band: ಸಂಕ್ಷಿಪ್ತ ಪ್ರಕಟಣೆ: [1134, 1999, 1499, 2022]
- notice-concern: To, WHOMSOEVER IT MAY CONCERN: [1206, 969, 1427, 983]
- headline: ಸಂಭ್ರಮದಿಂದ ಜರುಗಿದ ಹಾರಕಬಾವಿ ಶ್ರೀ ಚೌಡೇಶ್ವರಿಯ ರಥೋತ್ಸವ: [77, 1111, 493, 1190]
- photo-donation-handover: [569, 807, 1117, 1040]
- notice-court: ಮಾನ್ಯ ಪ್ರಧಾನ ದಿವಾಣಿ ನ್ಯಾಯಾಧೀಶರು ಹಾಗೂ ಜೆ.ಎಂ.ಎಫ್.ಸಿ ನ್ಯಾಯಾಲಯ ಹೊಸಪೇಟೆ: [721, 1870, 1058, 1885]
- notice-body: Whereas if any person interested with respect to the above proceedings are hereby noticed to appear in this court in person or by Pleader duly able to answer all material question relating to the said petition on 25-03-2025 at about 11.00 AM. to otherwise,the matter will be heard and determined.: [1142, 1719, 1491, 1797]
- headline: ಮಾರ್ಚ್ 1 ರಂದು ಗ್ರಾಮೀಣ ಕ್ರೀಡಾಕೂಟಗಳ ಆಯೋಜನೆ.: [653, 1803, 1032, 1826]
- notice-body: ಈ ಕೆಳಗೆ ನಮೂದಿಸಿದ ಅರ್ಜಿದಾರರು ಜನನ ಮತ್ತು ಮರಣ ನೋಂದಣಿ ಕಾಯ್ದೆ ಕಲಂ 13(3) ರ ಅಡಿಯಲ್ಲಿ ಈ ನ್ಯಾಯಾಲಯದಲ್ಲಿ ಅರ್ಜಿ ಸಲ್ಲಿಸಿದ್ದು, ಸದರಿ ಅರ್ಜಿಗೆ ಯಾರಿಗಾದರೂ ಆಕ್ಷೇಪಣೆ ಇದ್ದಲ್ಲಿ 07/02/2025 ರಂದು ಬೆಳಿಗ್ಗೆ 11.00 ಗಂಟೆಗೆ ಸ್ವತಃ ಅಥವಾ ವಕೀಲರ ಮುಖಾಂತರ ಈ ನ್ಯಾಯಾಲಯದಲ್ಲಿ ಹಾಜರಾಗಿ ಆಕ್ಷೇಪಣೆ ಸಲ್ಲಿಸತಕ್ಕದ್ದು. ತಪ್ಪಿದಲ್ಲಿ ಏಕಪಕ್ಷೀಯವಾಗಿ ಪ್ರಕರಣವನ್ನು ತೀರ್ಮಾನಿಸಲಾಗುವುದು.: [676, 1905, 1103, 1964]
- signature-left: Yusuf.basha. Advocate Hosapete: [1152, 717, 1269, 747]
- notice-versus: -VS-: [1304, 291, 1329, 304]
- story-cancer-awareness: [569, 54, 1117, 738]
- tender-notice: [1133, 1934, 1501, 2323]
- headline: ಫೆ.17 ರಿಂದ ಫೆ.24 ರವರೆಗೆ ರಸ್ತೆ ಸಂಚಾರ ಗಣತಿ ಸಪ್ತಾಹ ಆರಂಭ: [18, 803, 552, 882]
- photo-school-audience: [569, 128, 1117, 423]
- signature-left: K.C.Sharanappa, Valibasha.S. Advocates, Hosapete.: [1154, 1869, 1310, 1898]
- signature-right: Principal Civil Judge & J.M.F.C.Court, Hosapete.: [1283, 717, 1488, 747]
